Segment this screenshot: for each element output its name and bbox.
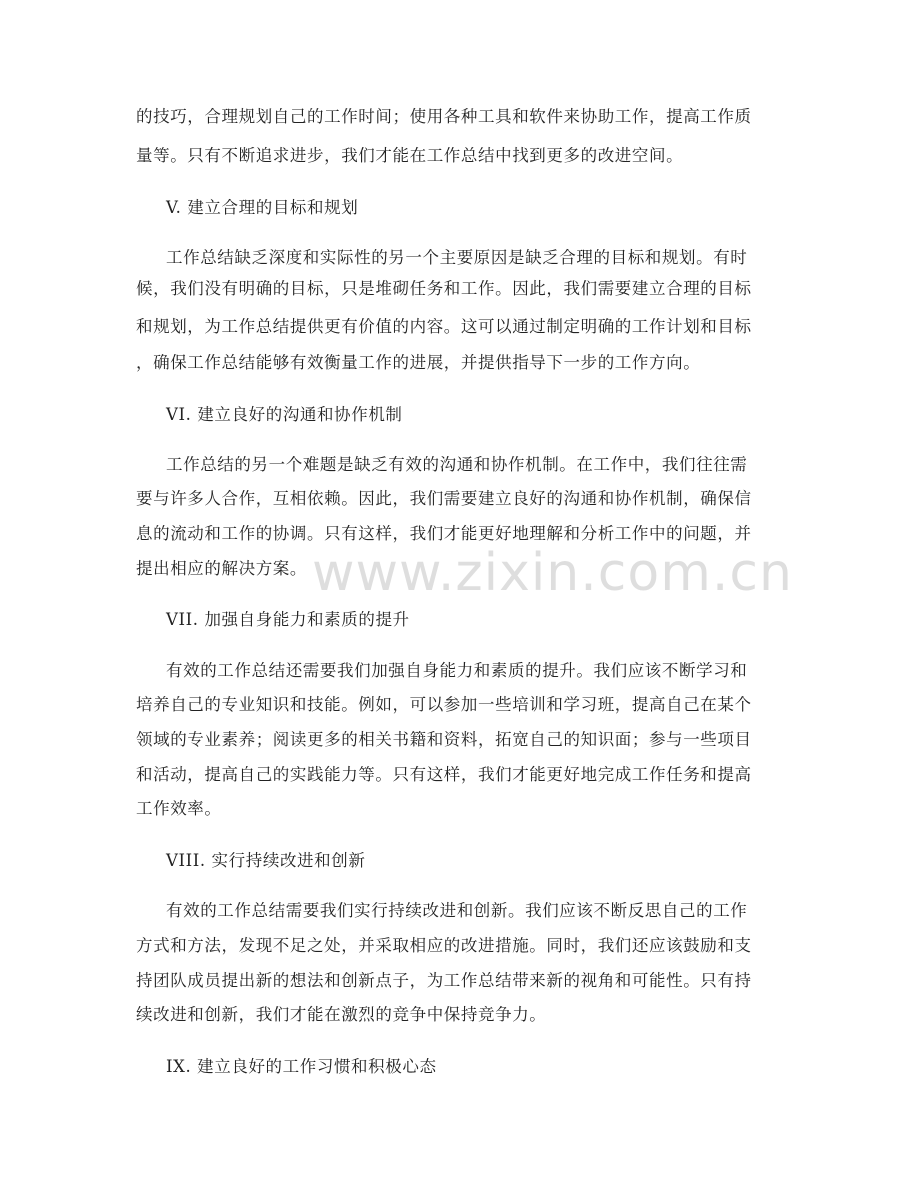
section-v-line-3: 和规划，为工作总结提供更有价值的内容。这可以通过制定明确的工作计划和目标 [136, 317, 752, 336]
section-vi-line-4: 提出相应的解决方案。 [136, 559, 307, 578]
section-vii-line-2: 培养自己的专业知识和技能。例如，可以参加一些培训和学习班，提高自己在某个 [136, 695, 752, 714]
section-heading-v: V. 建立合理的目标和规划 [166, 198, 359, 217]
section-heading-viii: VIII. 实行持续改进和创新 [166, 851, 366, 870]
section-vi-line-1: 工作总结的另一个难题是缺乏有效的沟通和协作机制。在工作中，我们往往需 [166, 455, 748, 474]
section-vii-line-3: 领域的专业素养；阅读更多的相关书籍和资料，拓宽自己的知识面；参与一些项目 [136, 730, 752, 749]
intro-line-1: 的技巧，合理规划自己的工作时间；使用各种工具和软件来协助工作，提高工作质 [136, 107, 752, 126]
section-v-line-2: 候，我们没有明确的目标，只是堆砌任务和工作。因此，我们需要建立合理的目标 [136, 279, 752, 298]
intro-line-2: 量等。只有不断追求进步，我们才能在工作总结中找到更多的改进空间。 [136, 146, 684, 165]
section-vi-line-3: 息的流动和工作的协调。只有这样，我们才能更好地理解和分析工作中的问题，并 [136, 524, 752, 543]
section-vii-line-4: 和活动，提高自己的实践能力等。只有这样，我们才能更好地完成工作任务和提高 [136, 765, 752, 784]
section-heading-vi: VI. 建立良好的沟通和协作机制 [166, 405, 403, 424]
section-viii-line-3: 持团队成员提出新的想法和创新点子，为工作总结带来新的视角和可能性。只有持 [136, 971, 752, 990]
section-viii-line-2: 方式和方法，发现不足之处，并采取相应的改进措施。同时，我们还应该鼓励和支 [136, 936, 752, 955]
section-heading-vii: VII. 加强自身能力和素质的提升 [166, 610, 410, 629]
section-v-line-4: ，确保工作总结能够有效衡量工作的进展，并提供指导下一步的工作方向。 [136, 353, 701, 372]
section-vi-line-2: 要与许多人合作，互相依赖。因此，我们需要建立良好的沟通和协作机制，确保信 [136, 489, 752, 508]
section-heading-ix: IX. 建立良好的工作习惯和积极心态 [166, 1057, 437, 1076]
section-vii-line-5: 工作效率。 [136, 799, 222, 818]
section-viii-line-1: 有效的工作总结需要我们实行持续改进和创新。我们应该不断反思自己的工作 [166, 901, 748, 920]
section-v-line-1: 工作总结缺乏深度和实际性的另一个主要原因是缺乏合理的目标和规划。有时 [166, 248, 748, 267]
section-viii-line-4: 续改进和创新，我们才能在激烈的竞争中保持竞争力。 [136, 1005, 547, 1024]
watermark: www.zixin.com.cn [312, 543, 793, 603]
section-vii-line-1: 有效的工作总结还需要我们加强自身能力和素质的提升。我们应该不断学习和 [166, 661, 748, 680]
